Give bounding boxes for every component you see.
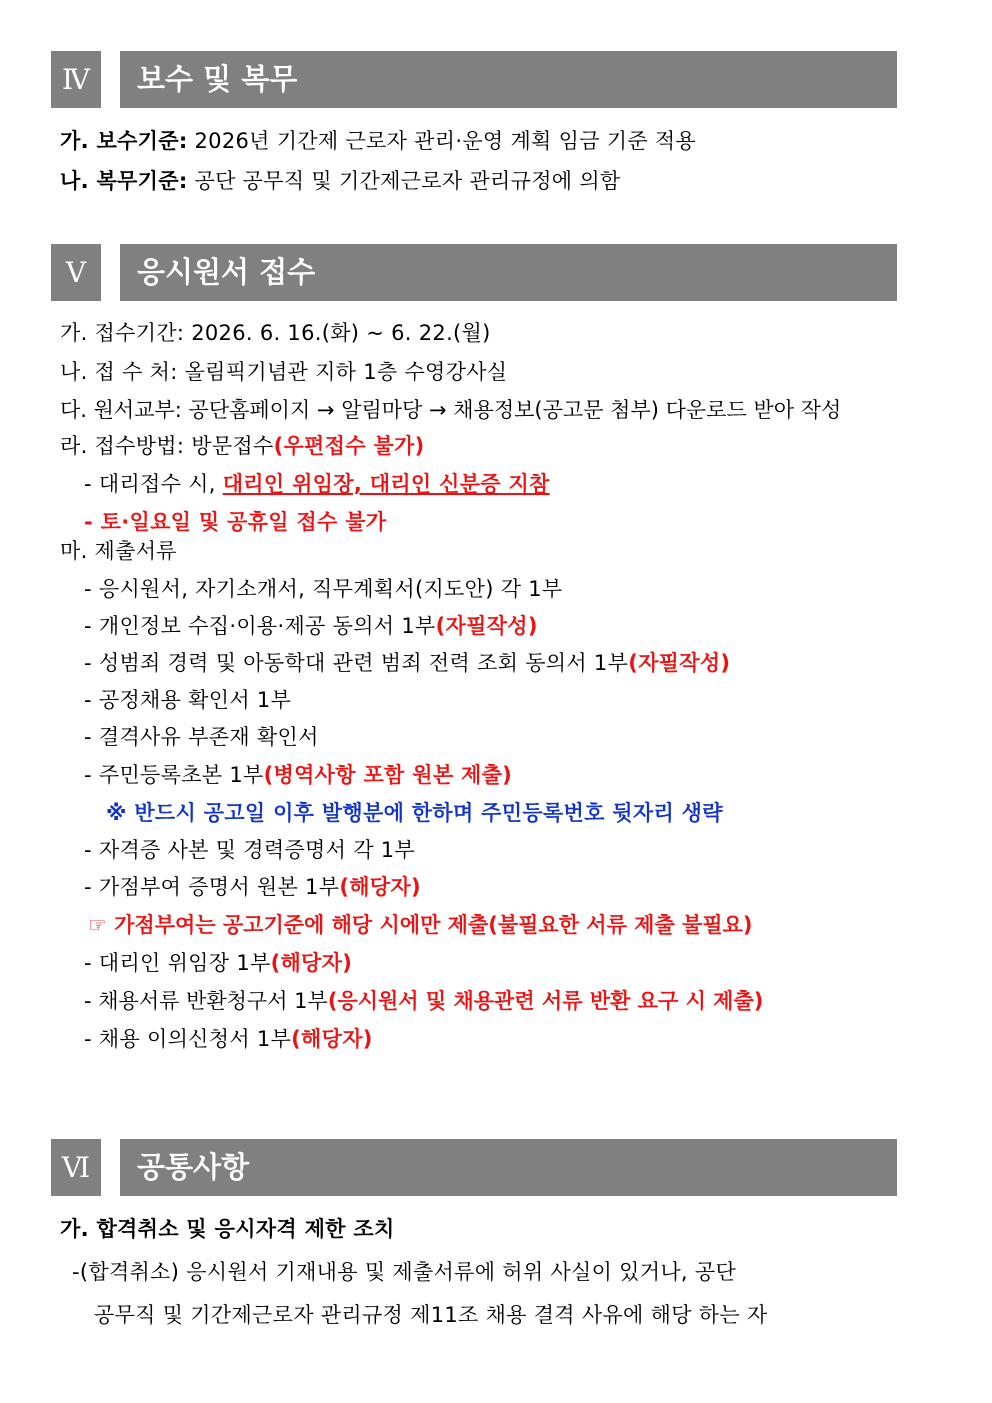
doc-item [84,648,730,678]
doc-note: (해당자) [339,875,421,899]
doc-text: - 주민등록초본 1부 [84,763,264,787]
doc-note: (해당자) [270,951,353,975]
doc-note: (응시원서 및 채용관련 서류 반환 요구 시 제출) [327,989,764,1013]
doc-text: - 채용 이의신청서 1부 [84,1027,292,1051]
doc-item: - 응시원서, 자기소개서, 직무계획서(지도안) 각 1부 [84,577,563,601]
doc-item: - 결격사유 부존재 확인서 [84,725,319,749]
doc-item [84,872,421,902]
doc-item: - 공정채용 확인서 1부 [84,688,292,712]
doc-item [84,948,352,978]
pay-standard-text: 2026년 기간제 근로자 관리·운영 계획 임금 기준 적용 [187,129,697,153]
application-period: 가. 접수기간: 2026. 6. 16.(화) ~ 6. 22.(월) [60,321,491,345]
section-title: 공통사항 [120,1139,897,1196]
doc-item: - 자격증 사본 및 경력증명서 각 1부 [84,838,416,862]
doc-note: (자필작성) [628,651,731,675]
section-header-6 [51,1139,897,1196]
doc-caution: ※ 반드시 공고일 이후 발행분에 한하며 주민등록번호 뒷자리 생략 [106,801,723,825]
section-header-4 [51,51,897,108]
section-title: 보수 및 복무 [120,51,897,108]
doc-text: - 채용서류 반환청구서 1부 [84,989,328,1013]
duty-standard [60,166,621,196]
doc-note: (병역사항 포함 원본 제출) [263,763,513,787]
section-number: Ⅴ [51,244,101,301]
section-number: Ⅳ [51,51,101,108]
documents-heading: 마. 제출서류 [60,539,177,563]
method-note: (우편접수 불가) [273,434,425,458]
method-text: 라. 접수방법: 방문접수 [60,434,274,458]
cancellation-text: -(합격취소) 응시원서 기재내용 및 제출서류에 허위 사실이 있거나, 공단 [72,1260,737,1284]
doc-text: - 대리인 위임장 1부 [84,951,271,975]
holiday-notice: - 토·일요일 및 공휴일 접수 불가 [84,510,387,534]
cancellation-text-cont: 공무직 및 기간제근로자 관리규정 제11조 채용 결격 사유에 해당 하는 자 [94,1303,768,1327]
pay-standard [60,126,696,156]
cancellation-heading: 가. 합격취소 및 응시자격 제한 조치 [60,1217,395,1241]
doc-note: (자필작성) [435,614,538,638]
bonus-notice: ☞ 가점부여는 공고기준에 해당 시에만 제출(불필요한 서류 제출 불필요) [88,913,753,937]
doc-text: - 성범죄 경력 및 아동학대 관련 범죄 전력 조회 동의서 1부 [84,651,629,675]
proxy-requirement: 대리인 위임장, 대리인 신분증 지참 [222,472,550,496]
form-distribution: 다. 원서교부: 공단홈페이지 → 알림마당 → 채용정보(공고문 첨부) 다운로드 받아 작성 [60,398,842,422]
doc-text: - 가점부여 증명서 원본 1부 [84,875,340,899]
doc-text: - 개인정보 수집·이용·제공 동의서 1부 [84,614,436,638]
application-place: 나. 접 수 처: 올림픽기념관 지하 1층 수영강사실 [60,360,508,384]
pay-standard-label: 가. 보수기준: [60,129,188,153]
doc-item [84,1024,373,1054]
doc-item [84,986,763,1016]
doc-item [84,611,538,641]
application-method [60,431,425,461]
duty-standard-text: 공단 공무직 및 기간제근로자 관리규정에 의함 [187,169,621,193]
section-title: 응시원서 접수 [120,244,897,301]
doc-item [84,760,512,790]
duty-standard-label: 나. 복무기준: [60,169,188,193]
proxy-application [84,469,550,499]
proxy-text: - 대리접수 시, [84,472,223,496]
section-number: Ⅵ [51,1139,101,1196]
section-header-5 [51,244,897,301]
doc-note: (해당자) [291,1027,373,1051]
